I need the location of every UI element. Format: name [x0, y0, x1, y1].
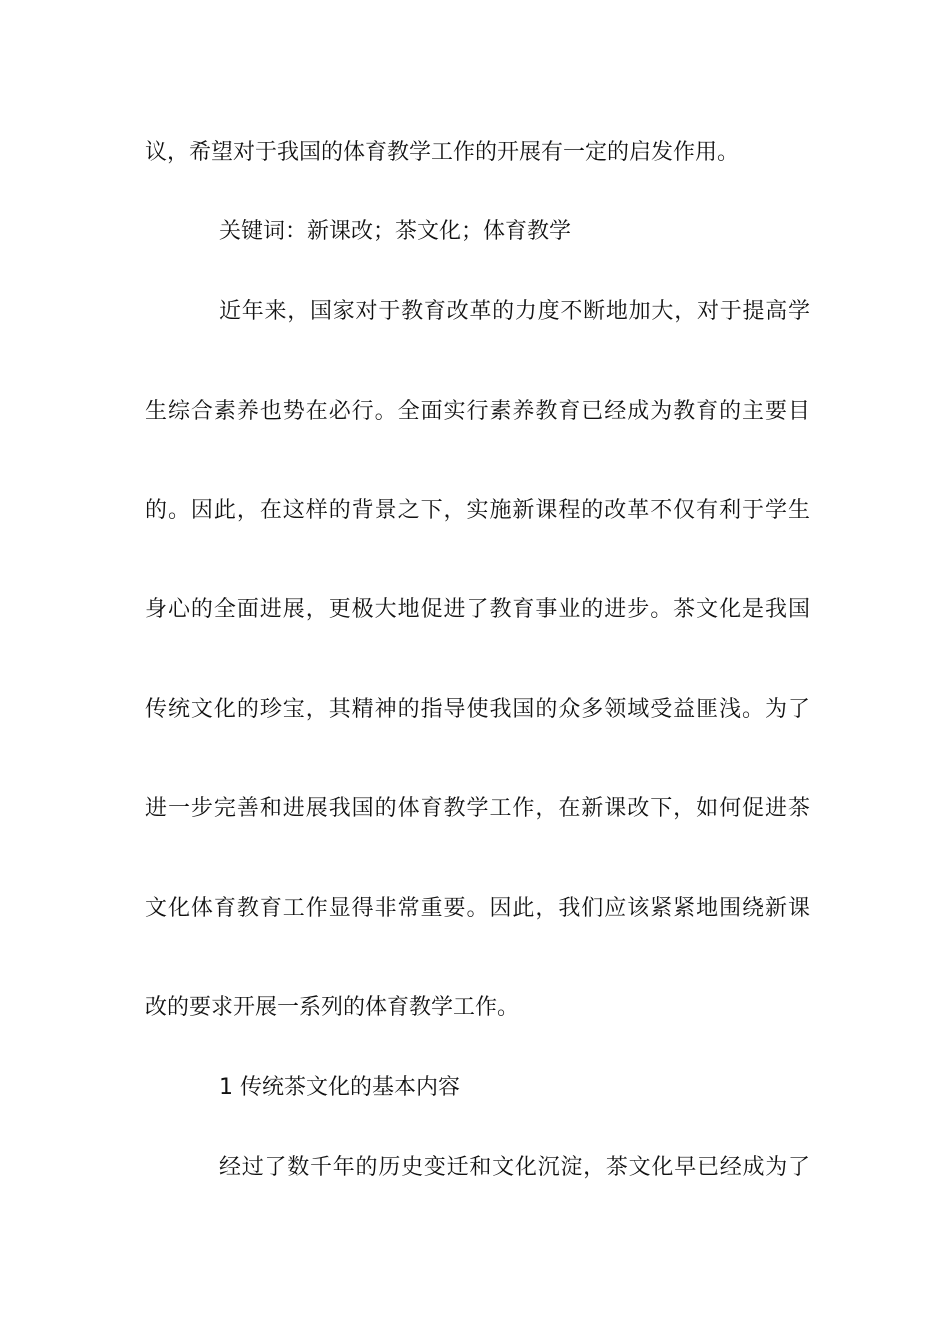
paragraph-line: 改的要求开展一系列的体育教学工作。	[145, 995, 520, 1020]
abstract-ending-line: 议，希望对于我国的体育教学工作的开展有一定的启发作用。	[145, 140, 740, 165]
paragraph-line: 进一步完善和进展我国的体育教学工作，在新课改下，如何促进茶	[145, 796, 810, 821]
section-heading: 1 传统茶文化的基本内容	[219, 1075, 460, 1100]
paragraph-line: 传统文化的珍宝，其精神的指导使我国的众多领域受益匪浅。为了	[145, 697, 810, 722]
paragraph-line: 的。因此，在这样的背景之下，实施新课程的改革不仅有利于学生	[145, 498, 810, 523]
paragraph-line: 文化体育教育工作显得非常重要。因此，我们应该紧紧地围绕新课	[145, 896, 810, 921]
paragraph-line: 身心的全面进展，更极大地促进了教育事业的进步。茶文化是我国	[145, 597, 810, 622]
keywords-line: 关键词：新课改；茶文化；体育教学	[219, 219, 572, 244]
paragraph-line: 生综合素养也势在必行。全面实行素养教育已经成为教育的主要目	[145, 399, 810, 424]
paragraph-line: 经过了数千年的历史变迁和文化沉淀，茶文化早已经成为了	[219, 1155, 810, 1180]
paragraph-line: 近年来，国家对于教育改革的力度不断地加大，对于提高学	[219, 299, 810, 324]
